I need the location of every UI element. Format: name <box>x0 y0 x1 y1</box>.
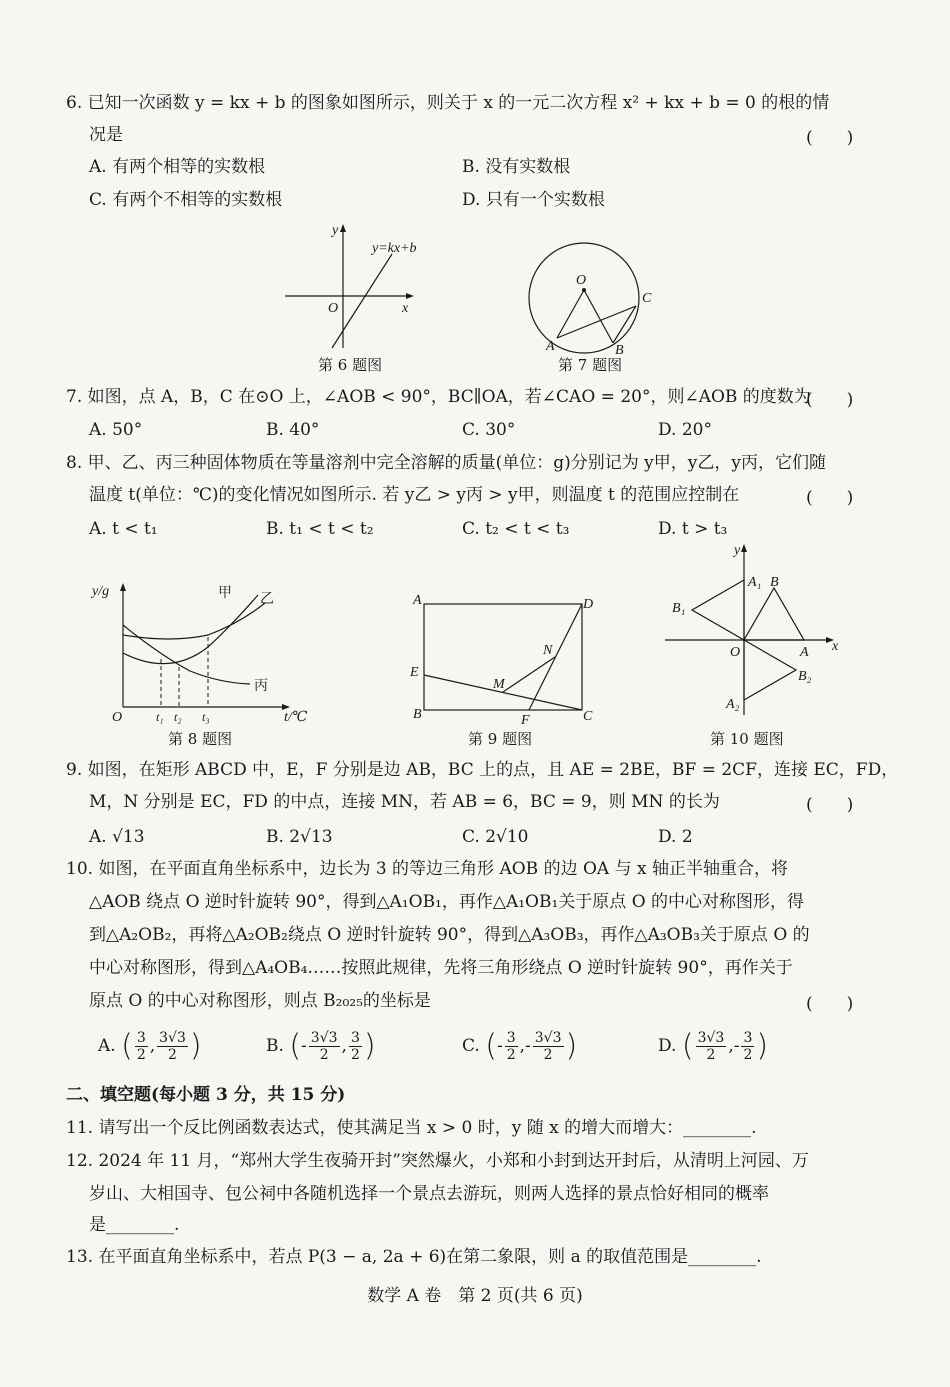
fig9-n-label: N <box>543 643 553 658</box>
q8-option-b: B. t₁ < t < t₂ <box>266 519 374 539</box>
fig6-caption: 第 6 题图 <box>318 356 383 374</box>
section-2-title: 二、填空题(每小题 3 分，共 15 分) <box>66 1085 346 1105</box>
fig9-a-label: A <box>413 593 422 608</box>
q12-line3: 是________. <box>89 1215 180 1235</box>
fig7-a-label: A <box>546 339 555 354</box>
figure-7 <box>528 240 658 358</box>
q11-text: 11. 请写出一个反比例函数表达式，使其满足当 x > 0 时，y 随 x 的增大而增大：________. <box>66 1118 757 1138</box>
fig10-a2-label: A₂ <box>726 697 740 712</box>
q10-option-c: C. (- $\frac{3}{2}$ ,- $\frac{3√3}{2}$ ) <box>462 1028 578 1064</box>
fig8-t3-label: t₃ <box>202 710 210 724</box>
fig10-origin-label: O <box>730 645 741 660</box>
q7-stem-line1: 7. 如图，点 A，B，C 在⊙O 上，∠AOB < 90°，BC∥OA，若∠CAO = 20°，则∠AOB 的度数为 <box>66 387 811 407</box>
q6-option-c: C. 有两个不相等的实数根 <box>89 190 283 210</box>
fig8-jia-label: 甲 <box>218 586 232 601</box>
fig7-c-label: C <box>642 291 652 306</box>
fig7-b-label: B <box>615 343 624 358</box>
fig9-b-label: B <box>413 707 422 722</box>
fig7-caption: 第 7 题图 <box>558 356 623 374</box>
figure-9 <box>405 590 605 730</box>
fig10-caption: 第 10 题图 <box>710 730 784 748</box>
fig10-a-label: A <box>800 645 809 660</box>
fig6-x-label: x <box>402 301 409 316</box>
fig8-t1-label: t₁ <box>156 710 164 724</box>
q6-stem-line2: 况是 <box>89 125 123 145</box>
fig6-origin-label: O <box>328 301 339 316</box>
q9-option-a: A. √13 <box>89 827 145 847</box>
fig9-e-label: E <box>410 665 419 680</box>
q9-stem-line1: 9. 如图，在矩形 ABCD 中，E，F 分别是边 AB，BC 上的点，且 AE = 2BE，BF = 2CF，连接 EC，FD， <box>66 760 899 780</box>
page-footer: 数学 A 卷 第 2 页(共 6 页) <box>367 1286 583 1306</box>
q7-option-a: A. 50° <box>89 420 143 440</box>
q6-stem-line1: 6. 已知一次函数 y = kx + b 的图象如图所示，则关于 x 的一元二次方程 x² + kx + b = 0 的根的情 <box>66 93 830 113</box>
q7-option-c: C. 30° <box>462 420 516 440</box>
q10-stem-line5: 原点 O 的中心对称图形，则点 B₂₀₂₅的坐标是 <box>89 991 431 1011</box>
q10-answer-paren: ( ) <box>806 994 854 1014</box>
q10-option-b: B. (- $\frac{3√3}{2}$ , $\frac{3}{2}$ ) <box>266 1028 376 1064</box>
q6-option-d: D. 只有一个实数根 <box>462 190 605 210</box>
fig8-origin-label: O <box>112 710 123 725</box>
fig9-c-label: C <box>583 709 593 724</box>
q6-answer-paren: ( ) <box>806 128 854 148</box>
fig10-x-label: x <box>832 639 839 654</box>
q12-line2: 岁山、大相国寺、包公祠中各随机选择一个景点去游玩，则两人选择的景点恰好相同的概率 <box>89 1184 769 1204</box>
q7-option-d: D. 20° <box>658 420 712 440</box>
q8-stem-line1: 8. 甲、乙、丙三种固体物质在等量溶剂中完全溶解的质量(单位：g)分别记为 y甲，y乙，y丙，它们随 <box>66 453 826 473</box>
fig9-m-label: M <box>493 677 505 692</box>
q10-stem-line4: 中心对称图形，得到△A₄OB₄……按照此规律，先将三角形绕点 O 逆时针旋转 90°，再作关于 <box>89 958 793 978</box>
q8-stem-line2: 温度 t(单位：℃)的变化情况如图所示. 若 y乙 > y丙 > y甲，则温度 t 的范围应控制在 <box>89 485 740 505</box>
q8-answer-paren: ( ) <box>806 488 854 508</box>
fig10-y-label: y <box>734 543 741 558</box>
q9-answer-paren: ( ) <box>806 795 854 815</box>
q10-stem-line3: 到△A₂OB₂，再将△A₂OB₂绕点 O 逆时针旋转 90°，得到△A₃OB₃，再作△A₃OB₃关于原点 O 的 <box>89 925 810 945</box>
fig9-f-label: F <box>521 713 530 728</box>
q9-option-c: C. 2√10 <box>462 827 529 847</box>
q9-stem-line2: M，N 分别是 EC，FD 的中点，连接 MN，若 AB = 6，BC = 9，则 MN 的长为 <box>89 792 720 812</box>
figure-6 <box>280 220 430 350</box>
fig6-line-equation: y=kx+b <box>372 241 417 256</box>
fig10-a1-label: A₁ <box>748 575 762 590</box>
q10-option-a-letter: A. <box>98 1036 116 1056</box>
figure-10 <box>660 540 850 720</box>
q10-option-d: D. ( $\frac{3√3}{2}$ ,- $\frac{3}{2}$ ) <box>658 1028 769 1064</box>
fig10-b2-label: B₂ <box>798 669 812 684</box>
fig10-b-label: B <box>770 575 779 590</box>
fig8-yi-label: 乙 <box>260 592 274 607</box>
fig8-caption: 第 8 题图 <box>168 730 233 748</box>
fig8-t-axis-label: t/℃ <box>284 710 308 725</box>
q6-option-a: A. 有两个相等的实数根 <box>89 157 266 177</box>
fig8-bing-label: 丙 <box>254 679 268 694</box>
fig10-b1-label: B₁ <box>672 601 686 616</box>
q8-option-d: D. t > t₃ <box>658 519 728 539</box>
fig7-o-label: O <box>576 273 587 288</box>
q10-stem-line1: 10. 如图，在平面直角坐标系中，边长为 3 的等边三角形 AOB 的边 OA 与 x 轴正半轴重合，将 <box>66 859 788 879</box>
fig9-d-label: D <box>583 597 594 612</box>
q12-line1: 12. 2024 年 11 月，“郑州大学生夜骑开封”突然爆火，小郑和小封到达开封后，从清明上河园、万 <box>66 1151 809 1171</box>
q9-option-d: D. 2 <box>658 827 693 847</box>
q10-option-b-letter: B. <box>266 1036 284 1056</box>
fig8-y-label: y/g <box>92 584 110 599</box>
fig8-t2-label: t₂ <box>174 710 182 724</box>
q8-option-a: A. t < t₁ <box>89 519 158 539</box>
q7-answer-paren: ( ) <box>806 390 854 410</box>
q7-option-b: B. 40° <box>266 420 320 440</box>
q13-text: 13. 在平面直角坐标系中，若点 P(3 − a, 2a + 6)在第二象限，则 a 的取值范围是________. <box>66 1247 762 1267</box>
q10-stem-line2: △AOB 绕点 O 逆时针旋转 90°，得到△A₁OB₁，再作△A₁OB₁关于原点 O 的中心对称图形，得 <box>89 892 805 912</box>
q9-option-b: B. 2√13 <box>266 827 333 847</box>
fig6-y-label: y <box>332 223 339 238</box>
figure-8 <box>90 575 320 725</box>
q8-option-c: C. t₂ < t < t₃ <box>462 519 570 539</box>
q10-option-c-letter: C. <box>462 1036 480 1056</box>
q10-option-d-letter: D. <box>658 1036 677 1056</box>
q10-option-a: A. ( $\frac{3}{2}$ , $\frac{3√3}{2}$ ) <box>98 1028 202 1064</box>
fig9-caption: 第 9 题图 <box>468 730 533 748</box>
q6-option-b: B. 没有实数根 <box>462 157 571 177</box>
